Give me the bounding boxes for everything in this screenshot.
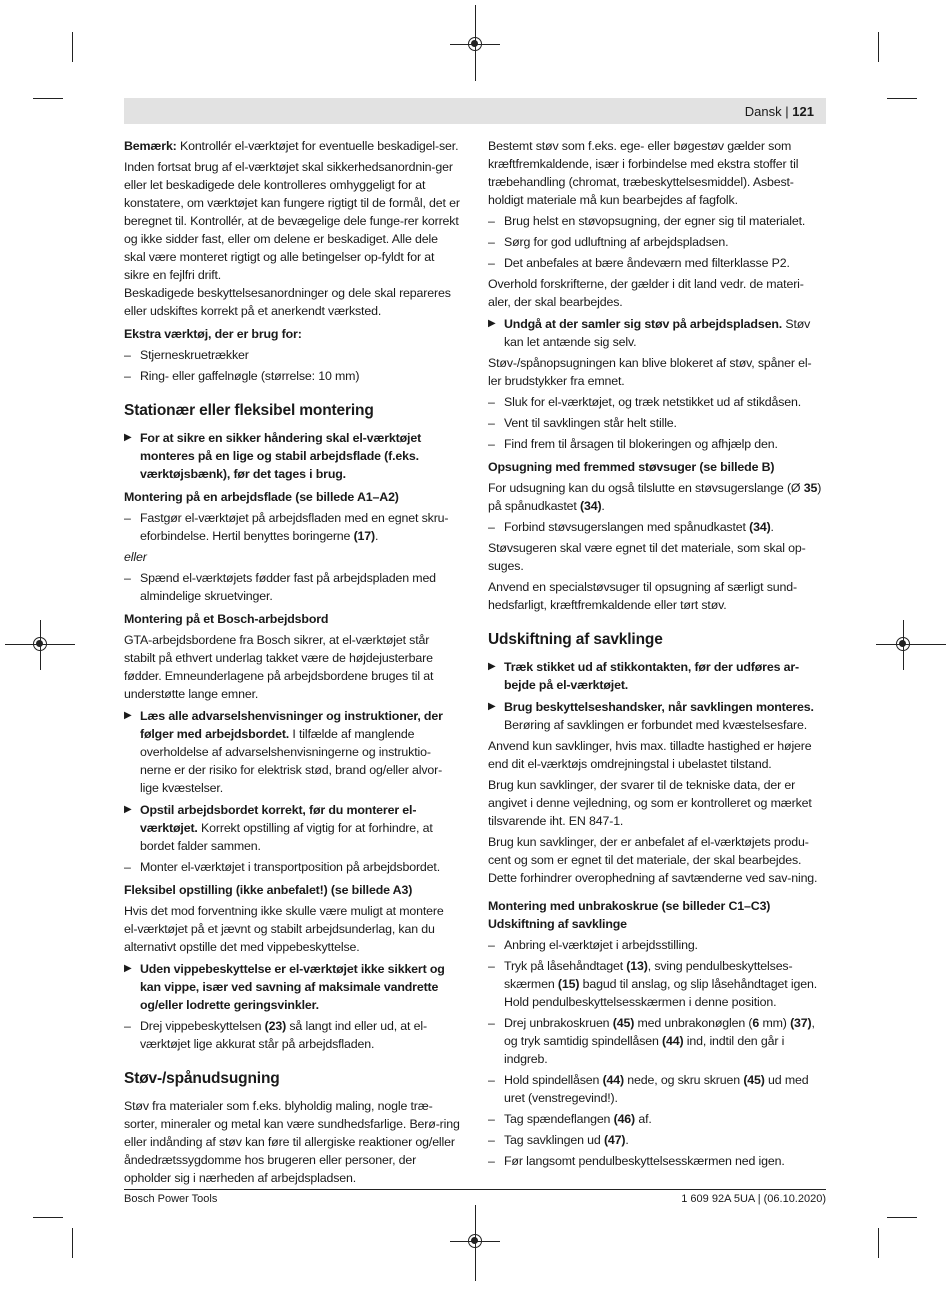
list-item bbox=[124, 367, 460, 385]
step-text bbox=[504, 1131, 629, 1149]
inspection-paragraph: Inden fortsat brug af el-værktøjet skal sikkerhedsanordnin-ger eller let beskadigede dele kontrolleres omhyggeligt for at konstatere, om værktøjet kan fungere rigtigt til de formål, det er beregnet til. Kontrollér, at de bevægelige dele funge-rer korrekt og ikke sidder fast, eller om delene er beskadiget. Alle dele skal være monteret rigtigt og alle betingelser op-fyldt for at sikre en fejlfri drift. bbox=[124, 160, 460, 282]
subheading-replace-blade: Udskiftning af savklinge bbox=[488, 917, 627, 931]
ref-number: (13) bbox=[626, 959, 648, 973]
dash-bullet: – bbox=[488, 1112, 495, 1126]
list-item bbox=[124, 346, 460, 364]
text-run: så langt ind eller ud, at el-værktøjet lige akkurat står på arbejdsfladen. bbox=[140, 1019, 427, 1051]
note-label: Bemærk: bbox=[124, 139, 177, 153]
registration-line-right-h bbox=[876, 644, 946, 645]
text-run: ud med uret (venstregevind!). bbox=[504, 1073, 809, 1105]
or-label bbox=[124, 548, 460, 566]
ref-number: 35 bbox=[803, 481, 818, 495]
warning-text bbox=[504, 315, 824, 351]
registration-target-bottom bbox=[468, 1234, 482, 1248]
text-run: ind, indtil den går i indgreb. bbox=[504, 1034, 785, 1066]
dash-bullet: – bbox=[124, 571, 131, 585]
text-run: nede, og skru skruen bbox=[624, 1073, 744, 1087]
dash-bullet: – bbox=[488, 959, 495, 973]
list-item-text bbox=[140, 509, 460, 545]
list-item-text: Stjerneskruetrækker bbox=[140, 348, 249, 362]
step-item bbox=[488, 1131, 824, 1149]
note-paragraph bbox=[124, 137, 460, 155]
arrow-bullet-icon: ▶ bbox=[488, 701, 496, 712]
text-run: Tag spændeflangen bbox=[504, 1112, 614, 1126]
step-text bbox=[504, 1014, 824, 1068]
dash-bullet: – bbox=[488, 437, 495, 451]
warning-rest: Korrekt opstilling af vigtig for at forhindre, at bordet falder sammen. bbox=[140, 821, 433, 853]
dash-bullet: – bbox=[488, 1073, 495, 1087]
list-item bbox=[488, 212, 824, 230]
step-text bbox=[504, 957, 824, 993]
text-run: Drej unbrakoskruen bbox=[504, 1016, 613, 1030]
ref-number: (44) bbox=[602, 1073, 624, 1087]
warning-item bbox=[124, 429, 460, 483]
crop-mark-left-upper bbox=[33, 98, 63, 99]
ref-number: (37) bbox=[790, 1016, 812, 1030]
list-item bbox=[488, 435, 824, 453]
crop-mark-top-right bbox=[878, 32, 879, 62]
section-heading-dust: Støv-/spånudsugning bbox=[124, 1070, 280, 1087]
special-vacuum-paragraph: Anvend en specialstøvsuger til opsugning af særligt sund-hedsfarligt, kræftfremkaldende eller tørt støv. bbox=[488, 580, 797, 612]
dash-bullet: – bbox=[488, 395, 495, 409]
bosch-table-paragraph: GTA-arbejdsbordene fra Bosch sikrer, at el-værktøjet står stabilt på ethvert underlag takket være de højdejusterbare fødder. Emneunderlagene på arbejdsbordene bruges til at understøtte lange emner. bbox=[124, 633, 434, 701]
list-item-text: Det anbefales at bære åndeværn med filterklasse P2. bbox=[504, 256, 790, 270]
ref-number: (44) bbox=[662, 1034, 684, 1048]
dash-bullet: – bbox=[488, 1154, 495, 1168]
ref-number: (46) bbox=[613, 1112, 636, 1126]
subheading-flexible: Fleksibel opstilling (ikke anbefalet!) (se billede A3) bbox=[124, 883, 413, 897]
step-item bbox=[488, 1110, 824, 1128]
ref-number: (15) bbox=[557, 977, 580, 991]
list-item bbox=[124, 509, 460, 545]
crop-mark-right-lower bbox=[887, 1217, 917, 1218]
ref-number: 6 bbox=[752, 1016, 760, 1030]
left-column bbox=[124, 137, 460, 1190]
step-item bbox=[488, 1071, 824, 1107]
dash-bullet: – bbox=[488, 1016, 495, 1030]
page-header bbox=[745, 104, 814, 119]
dash-bullet: – bbox=[488, 1133, 495, 1147]
dash-bullet: – bbox=[124, 348, 131, 362]
warning-item bbox=[124, 960, 460, 1014]
text-run: For udsugning kan du også tilslutte en støvsugerslange (Ø bbox=[488, 481, 804, 495]
step-text bbox=[504, 1071, 824, 1107]
warning-bold: Læs alle advarselshenvisninger og instruktioner, der følger med arbejdsbordet. bbox=[140, 709, 443, 741]
step-text bbox=[504, 1110, 652, 1128]
step-item bbox=[488, 936, 824, 954]
warning-text bbox=[140, 801, 460, 855]
warning-text: Træk stikket ud af stikkontakten, før der udføres ar-bejde på el-værktøjet. bbox=[504, 660, 800, 692]
text-run: . bbox=[601, 499, 605, 513]
text-run: Tryk på låsehåndtaget bbox=[504, 959, 627, 973]
blade-speed-paragraph: Anvend kun savklinger, hvis max. tilladte hastighed er højere end dit el-værktøjs omdrejningstal i ubelastet tilstand. bbox=[488, 739, 812, 771]
crop-mark-top-left bbox=[72, 32, 73, 62]
text-run: Tag savklingen ud bbox=[504, 1133, 604, 1147]
step-item bbox=[488, 957, 824, 993]
dash-bullet: – bbox=[488, 256, 495, 270]
ref-number: (47) bbox=[603, 1133, 626, 1147]
warning-item bbox=[488, 658, 824, 694]
warning-item bbox=[488, 315, 824, 351]
repair-paragraph: Beskadigede beskyttelsesanordninger og dele skal repareres eller udskiftes korrekt på et anerkendt værksted. bbox=[124, 286, 451, 318]
dash-bullet: – bbox=[488, 214, 495, 228]
text-run: mm) bbox=[759, 1016, 791, 1030]
warning-bold: Opstil arbejdsbordet korrekt, før du monterer el-værktøjet. bbox=[140, 803, 417, 835]
note-text: Kontrollér el-værktøjet for eventuelle beskadigel-ser. bbox=[176, 139, 459, 153]
subheading-bosch-table: Montering på et Bosch-arbejdsbord bbox=[124, 612, 329, 626]
text-run: Fastgør el-værktøjet på arbejdsfladen med en egnet skru-eforbindelse. Hertil benyttes boringerne bbox=[140, 511, 449, 543]
arrow-bullet-icon: ▶ bbox=[488, 318, 496, 329]
footer-doc-number: 1 609 92A 5UA | (06.10.2020) bbox=[681, 1193, 826, 1205]
ref-number: (17) bbox=[353, 529, 376, 543]
subheading-external-vacuum: Opsugning med fremmed støvsuger (se billede B) bbox=[488, 460, 775, 474]
regulations-paragraph: Overhold forskrifterne, der gælder i dit land vedr. de materi-aler, der skal bearbejdes. bbox=[488, 277, 804, 309]
dash-bullet: – bbox=[124, 1019, 131, 1033]
warning-bold: Brug beskyttelseshandsker, når savklingen monteres. bbox=[504, 700, 814, 714]
text-run: . bbox=[625, 1133, 629, 1147]
list-item-text bbox=[504, 518, 774, 536]
text-run: . bbox=[770, 520, 774, 534]
list-item-text bbox=[140, 1017, 460, 1053]
crop-mark-left-lower bbox=[33, 1217, 63, 1218]
warning-rest: Støv kan let antænde sig selv. bbox=[504, 317, 811, 349]
list-item-text: Spænd el-værktøjets fødder fast på arbejdspladen med almindelige skruetvinger. bbox=[140, 571, 436, 603]
right-column bbox=[488, 137, 824, 1173]
list-item bbox=[488, 233, 824, 251]
step-item bbox=[488, 1014, 824, 1068]
warning-item bbox=[488, 698, 824, 734]
blockage-paragraph: Støv-/spånopsugningen kan blive blokeret af støv, spåner el-ler brudstykker fra emnet. bbox=[488, 356, 812, 388]
text-run: . bbox=[375, 529, 379, 543]
blade-spec-paragraph: Brug kun savklinger, der svarer til de tekniske data, der er angivet i denne vejledning, og som er kontrolleret og mærket tilsvarende iht. EN 847-1. bbox=[488, 778, 812, 828]
warning-item bbox=[124, 707, 460, 797]
warning-bold: Undgå at der samler sig støv på arbejdspladsen. bbox=[504, 317, 783, 331]
warning-text: For at sikre en sikker håndering skal el-værktøjet monteres på en lige og stabil arbejdsflade (f.eks. værktøjsbænk), før det tages i brug. bbox=[140, 431, 422, 481]
text-run: , sving pendulbeskyttelses-skærmen bbox=[504, 959, 793, 991]
dash-bullet: – bbox=[124, 860, 131, 874]
arrow-bullet-icon: ▶ bbox=[488, 661, 496, 672]
text-run: bagud til anslag, og slip låsehåndtaget igen. bbox=[579, 977, 817, 991]
list-item-text: Sluk for el-værktøjet, og træk netstikket ud af stikdåsen. bbox=[504, 395, 802, 409]
section-heading-mounting: Stationær eller fleksibel montering bbox=[124, 402, 374, 419]
step-text: Anbring el-værktøjet i arbejdsstilling. bbox=[504, 938, 698, 952]
or-text: eller bbox=[124, 550, 147, 564]
ref-number: (34) bbox=[579, 499, 602, 513]
warning-rest: I tilfælde af manglende overholdelse af advarselshenvisningerne og instruktio-nerne er der risiko for elektrisk stød, brand og/eller alvor-lige kvæstelser. bbox=[140, 727, 443, 795]
list-item bbox=[488, 254, 824, 272]
dash-bullet: – bbox=[488, 520, 495, 534]
flexible-paragraph: Hvis det mod forventning ikke skulle være muligt at montere el-værktøjet på et jævnt og stabilt arbejdsunderlag, kan du alternativt opstille det med vippebeskyttelse. bbox=[124, 904, 444, 954]
list-item bbox=[488, 393, 824, 411]
list-item bbox=[488, 414, 824, 432]
list-item-text: Vent til savklingen står helt stille. bbox=[504, 416, 677, 430]
external-vacuum-paragraph bbox=[488, 479, 824, 515]
arrow-bullet-icon: ▶ bbox=[124, 804, 132, 815]
list-item bbox=[124, 569, 460, 605]
ref-number: (34) bbox=[749, 520, 771, 534]
list-item-text: Ring- eller gaffelnøgle (størrelse: 10 mm) bbox=[140, 369, 360, 383]
arrow-bullet-icon: ▶ bbox=[124, 432, 132, 443]
step-text: Før langsomt pendulbeskyttelsesskærmen ned igen. bbox=[504, 1154, 785, 1168]
text-run: Drej vippebeskyttelsen bbox=[140, 1019, 265, 1033]
list-item bbox=[124, 858, 460, 876]
dash-bullet: – bbox=[488, 416, 495, 430]
step-continuation: Hold pendulbeskyttelsesskærmen i denne position. bbox=[504, 995, 777, 1009]
header-separator: | bbox=[785, 104, 789, 119]
warning-item bbox=[124, 801, 460, 855]
blade-recommend-paragraph: Brug kun savklinger, der er anbefalet af el-værktøjets produ-cent og som er egnet til det materiale, der skal bearbejdes. Dette forhindrer overophedning af savtænderne ved sav-ning. bbox=[488, 835, 818, 885]
text-run: , og tryk samtidig spindellåsen bbox=[504, 1016, 815, 1048]
registration-target-left bbox=[33, 637, 47, 651]
crop-mark-bottom-left bbox=[72, 1228, 73, 1258]
dash-bullet: – bbox=[488, 235, 495, 249]
ref-number: (45) bbox=[743, 1073, 765, 1087]
arrow-bullet-icon: ▶ bbox=[124, 710, 132, 721]
list-item bbox=[124, 1017, 460, 1053]
text-run: Hold spindellåsen bbox=[504, 1073, 603, 1087]
list-item-text: Sørg for god udluftning af arbejdspladsen. bbox=[504, 235, 729, 249]
arrow-bullet-icon: ▶ bbox=[124, 963, 132, 974]
footer-rule bbox=[124, 1189, 826, 1190]
dust-paragraph: Støv fra materialer som f.eks. blyholdig maling, nogle træ-sorter, mineraler og metal kan være sundhedsfarlige. Berø-ring eller indånding af støv kan føre til allergiske reaktioner og/eller åndedrætssygdomme hos brugeren eller personer, der opholder sig i nærheden af arbejdspladsen. bbox=[124, 1099, 460, 1185]
text-run: ) på spånudkastet bbox=[488, 481, 822, 513]
crop-mark-bottom-right bbox=[878, 1228, 879, 1258]
list-item-text: Monter el-værktøjet i transportposition på arbejdsbordet. bbox=[140, 860, 440, 874]
dash-bullet: – bbox=[124, 369, 131, 383]
list-item-text: Brug helst en støvopsugning, der egner sig til materialet. bbox=[504, 214, 806, 228]
text-run: med unbrakonøglen ( bbox=[634, 1016, 753, 1030]
warning-text: Uden vippebeskyttelse er el-værktøjet ikke sikkert og kan vippe, især ved savning af maksimale vandrette og/eller lodrette geringsvinkler. bbox=[140, 962, 445, 1012]
registration-target-top bbox=[468, 37, 482, 51]
carcinogen-paragraph: Bestemt støv som f.eks. ege- eller bøgestøv gælder som kræftfremkaldende, især i forbindelse med ekstra stoffer til træbehandling (chromat, træbeskyttelsesmiddel). Asbest-holdigt materiale må kun bearbejdes af fagfolk. bbox=[488, 139, 799, 207]
ref-number: (23) bbox=[264, 1019, 287, 1033]
registration-target-right bbox=[896, 637, 910, 651]
warning-rest: Berøring af savklingen er forbundet med kvæstelsesfare. bbox=[504, 718, 808, 732]
step-item bbox=[488, 1152, 824, 1170]
text-run: af. bbox=[635, 1112, 652, 1126]
list-item-text: Find frem til årsagen til blokeringen og afhjælp den. bbox=[504, 437, 778, 451]
subheading-work-surface: Montering på en arbejdsflade (se billede A1–A2) bbox=[124, 490, 399, 504]
warning-text bbox=[140, 707, 460, 797]
vacuum-suitability-paragraph: Støvsugeren skal være egnet til det materiale, som skal op-suges. bbox=[488, 541, 806, 573]
crop-mark-right-upper bbox=[887, 98, 917, 99]
list-item bbox=[488, 518, 824, 536]
dash-bullet: – bbox=[124, 511, 131, 525]
section-heading-blade-change: Udskiftning af savklinge bbox=[488, 631, 663, 648]
warning-text bbox=[504, 698, 824, 734]
subheading-hex-screw: Montering med unbrakoskrue (se billeder C1–C3) bbox=[488, 899, 771, 913]
header-language: Dansk bbox=[744, 104, 782, 119]
header-bar bbox=[124, 98, 826, 124]
extra-tools-title: Ekstra værktøj, der er brug for: bbox=[124, 327, 302, 341]
page-number: 121 bbox=[792, 104, 814, 119]
text-run: Forbind støvsugerslangen med spånudkastet bbox=[504, 520, 750, 534]
ref-number: (45) bbox=[612, 1016, 635, 1030]
footer-brand: Bosch Power Tools bbox=[124, 1193, 218, 1205]
dash-bullet: – bbox=[488, 938, 495, 952]
